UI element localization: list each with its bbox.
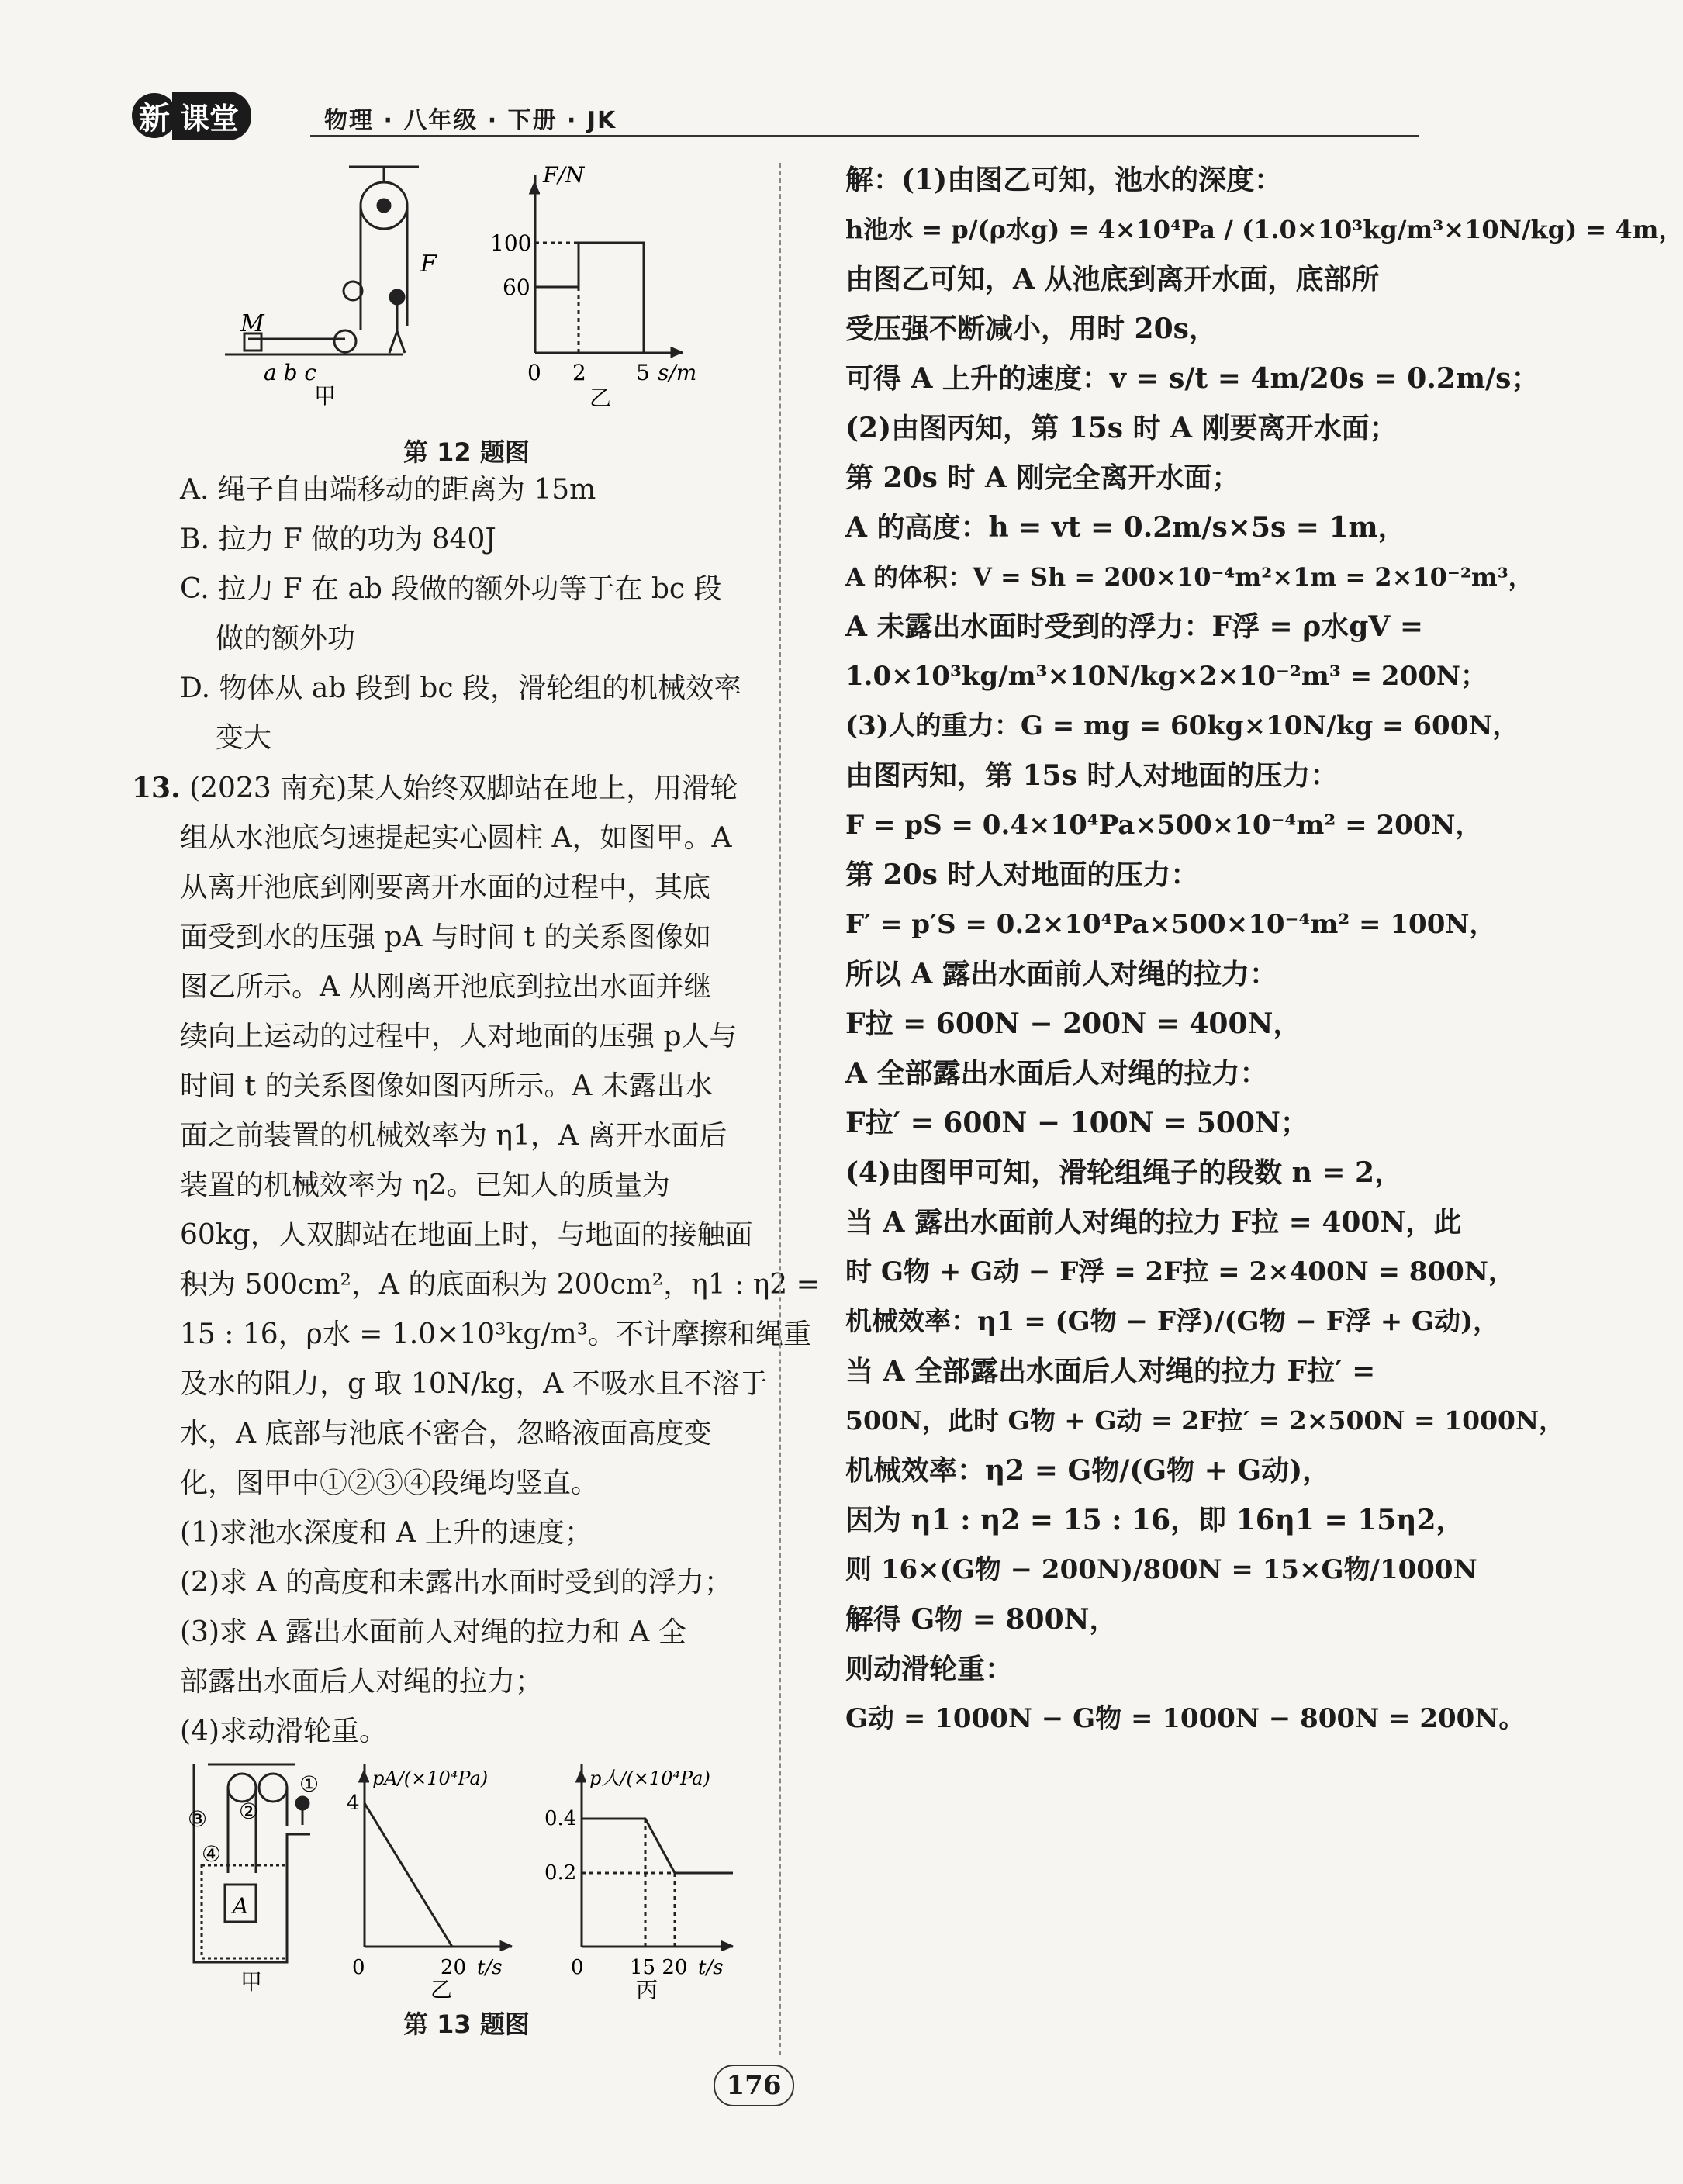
fig13-yi-tick-20: 20 [441,1956,467,1979]
q13-line-3: 面受到水的压强 pA 与时间 t 的关系图像如 [180,921,712,953]
q13-line-7: 面之前装置的机械效率为 η1，A 离开水面后 [180,1120,727,1152]
q13-line-14: 化，图甲中①②③④段绳均竖直。 [180,1467,600,1499]
q13-line-6: 时间 t 的关系图像如图丙所示。A 未露出水 [180,1070,713,1102]
logo-text: 课堂 [172,92,251,140]
q12-option-c-cont: 做的额外功 [216,623,356,655]
q12-option-b: B. 拉力 F 做的功为 840J [180,524,496,555]
solution-column [845,155,1683,1743]
fig13-circle-2: ② [239,1799,259,1824]
column-divider [779,163,781,2055]
solution-line: 500N，此时 G物 + G动 = 2F拉′ = 2×500N = 1000N， [845,1405,1565,1436]
fig12-tick-2: 2 [572,360,586,385]
fig13-yi-axis: pA/(×10⁴Pa) [372,1768,489,1789]
solution-line: 当 A 全部露出水面后人对绳的拉力 F拉′ = [845,1355,1376,1387]
figure-13-bing [577,1764,733,1951]
header-rule [310,135,1419,136]
fig13-circle-3: ③ [188,1806,208,1832]
solution-line: A 的高度：h = vt = 0.2m/s×5s = 1m， [845,511,1406,544]
fig13-bing-axis: p人/(×10⁴Pa) [589,1768,710,1789]
solution-line: 第 20s 时 A 刚完全离开水面； [845,461,1240,494]
figure-13-caption: 第 13 题图 [403,2009,530,2039]
fig12-m-label: M [240,310,264,337]
solution-line: 所以 A 露出水面前人对绳的拉力： [845,958,1277,990]
fig12-x-axis: s/m [658,360,697,385]
solution-line: 当 A 露出水面前人对绳的拉力 F拉 = 400N，此 [845,1206,1462,1239]
solution-line: F′ = p′S = 0.2×10⁴Pa×500×10⁻⁴m² = 100N， [845,909,1496,940]
q12-option-d-cont: 变大 [216,722,272,754]
q13-line-2: 从离开池底到刚要离开水面的过程中，其底 [180,872,711,904]
q13-line-13: 水，A 底部与池底不密合，忽略液面高度变 [180,1418,712,1450]
fig12-tick-100: 100 [490,230,532,256]
solution-line: F拉′ = 600N − 100N = 500N； [845,1107,1308,1139]
q12-option-c: C. 拉力 F 在 ab 段做的额外功等于在 bc 段 [180,573,722,605]
fig13-yi-tick-4: 4 [347,1792,360,1815]
q13-number: 13. [132,772,181,804]
solution-line: 第 20s 时人对地面的压力： [845,859,1199,891]
logo-char: 新 [132,93,177,138]
solution-line: h池水 = p/(ρ水g) = 4×10⁴Pa / (1.0×10³kg/m³×10N/kg) = 4m， [845,215,1683,244]
q13-sub-4: (4)求动滑轮重。 [180,1716,387,1747]
figure-12 [217,159,760,423]
fig13-yi-t-axis: t/s [477,1956,503,1979]
figure-13-yi [360,1764,512,1951]
solution-line: (4)由图甲可知，滑轮组绳子的段数 n = 2， [845,1156,1403,1189]
q13-line-5: 续向上运动的过程中，人对地面的压强 p人与 [180,1021,738,1052]
fig13-bing-label: 丙 [636,1977,658,2003]
fig13-bing-tick-02: 0.2 [544,1861,577,1885]
solution-line: A 全部露出水面后人对绳的拉力： [845,1057,1268,1090]
q13-sub-3: (3)求 A 露出水面前人对绳的拉力和 A 全 [180,1616,686,1648]
fig12-yi-label: 乙 [589,385,612,411]
q13-line-8: 装置的机械效率为 η2。已知人的质量为 [180,1170,670,1201]
header-subtitle: 物理 · 八年级 · 下册 · JK [324,107,617,134]
solution-line: 由图丙知，第 15s 时人对地面的压力： [845,759,1339,792]
solution-line: F拉 = 600N − 200N = 400N， [845,1007,1301,1040]
solution-line: 1.0×10³kg/m³×10N/kg×2×10⁻²m³ = 200N； [845,661,1487,692]
fig13-circle-4: ④ [202,1841,222,1867]
fig12-f-label: F [420,251,437,278]
figure-12-yi [530,175,683,358]
fig12-tick-0: 0 [527,360,541,385]
fig13-circle-1: ① [299,1771,320,1797]
left-column [132,465,820,1757]
figure-12-caption: 第 12 题图 [403,437,530,467]
fig12-tick-60: 60 [503,275,530,300]
solution-line: 由图乙可知，A 从池底到离开水面，底部所 [845,263,1380,295]
fig12-jia-label: 甲 [314,383,337,409]
fig13-bing-tick-1520: 15 20 [630,1956,688,1979]
fig12-abc-label: a b c [264,360,317,385]
solution-line: G动 = 1000N − G物 = 1000N − 800N = 200N。 [845,1703,1526,1734]
q13-line-4: 图乙所示。A 从刚离开池底到拉出水面并继 [180,971,712,1003]
fig13-bing-t-axis: t/s [698,1956,724,1979]
q13-line-10: 积为 500cm²，A 的底面积为 200cm²，η1 : η2 = [180,1269,820,1301]
q13-line-0: (2023 南充)某人始终双脚站在地上，用滑轮 [189,772,738,804]
q13-line-1: 组从水池底匀速提起实心圆柱 A，如图甲。A [180,822,732,854]
fig13-a-label: A [233,1893,249,1919]
solution-line: 可得 A 上升的速度：v = s/t = 4m/20s = 0.2m/s； [845,362,1540,395]
q13-sub-2: (2)求 A 的高度和未露出水面时受到的浮力； [180,1567,732,1598]
q13-first-line [132,763,754,814]
solution-line: 因为 η1 : η2 = 15 : 16，即 16η1 = 15η2， [845,1504,1464,1536]
solution-line: A 的体积：V = Sh = 200×10⁻⁴m²×1m = 2×10⁻²m³， [845,562,1533,592]
q12-option-d: D. 物体从 ab 段到 bc 段，滑轮组的机械效率 [180,672,741,704]
page-number: 176 [714,2065,794,2106]
q13-sub-3-cont: 部露出水面后人对绳的拉力； [180,1666,544,1698]
fig13-bing-tick-04: 0.4 [544,1807,577,1830]
solution-line: F = pS = 0.4×10⁴Pa×500×10⁻⁴m² = 200N， [845,810,1482,841]
fig12-tick-5: 5 [636,360,650,385]
solution-line: 时 G物 + G动 − F浮 = 2F拉 = 2×400N = 800N， [845,1256,1515,1287]
q12-option-a: A. 绳子自由端移动的距离为 15m [180,474,596,506]
solution-line: 解得 G物 = 800N， [845,1603,1118,1636]
fig12-y-axis: F/N [543,162,585,188]
q13-line-11: 15 : 16，ρ水 = 1.0×10³kg/m³。不计摩擦和绳重 [180,1318,812,1350]
solution-line: 机械效率：η1 = (G物 − F浮)/(G物 − F浮 + G动)， [845,1306,1500,1337]
page-header [132,92,1419,140]
solution-line: (3)人的重力：G = mg = 60kg×10N/kg = 600N， [845,710,1519,741]
q13-line-12: 及水的阻力，g 取 10N/kg，A 不吸水且不溶于 [180,1368,768,1400]
fig13-bing-tick-0: 0 [571,1956,584,1979]
book-logo [132,92,251,140]
figure-13 [186,1757,760,2005]
solution-line: 则 16×(G物 − 200N)/800N = 15×G物/1000N [845,1554,1477,1585]
q13-sub-1: (1)求池水深度和 A 上升的速度； [180,1517,593,1549]
fig13-jia-label: 甲 [240,1969,263,1995]
solution-line: (2)由图丙知，第 15s 时 A 刚要离开水面； [845,412,1398,444]
solution-line: 则动滑轮重： [845,1653,1014,1685]
solution-line: A 未露出水面时受到的浮力：F浮 = ρ水gV = [845,610,1423,643]
solution-line: 受压强不断减小，用时 20s， [845,313,1217,345]
solution-line: 机械效率：η2 = G物/(G物 + G动)， [845,1454,1331,1487]
solution-line: 解：(1)由图乙可知，池水的深度： [845,164,1283,196]
fig13-yi-label: 乙 [430,1977,453,2003]
q13-line-9: 60kg，人双脚站在地面上时，与地面的接触面 [180,1219,753,1251]
fig13-yi-tick-0: 0 [352,1956,365,1979]
